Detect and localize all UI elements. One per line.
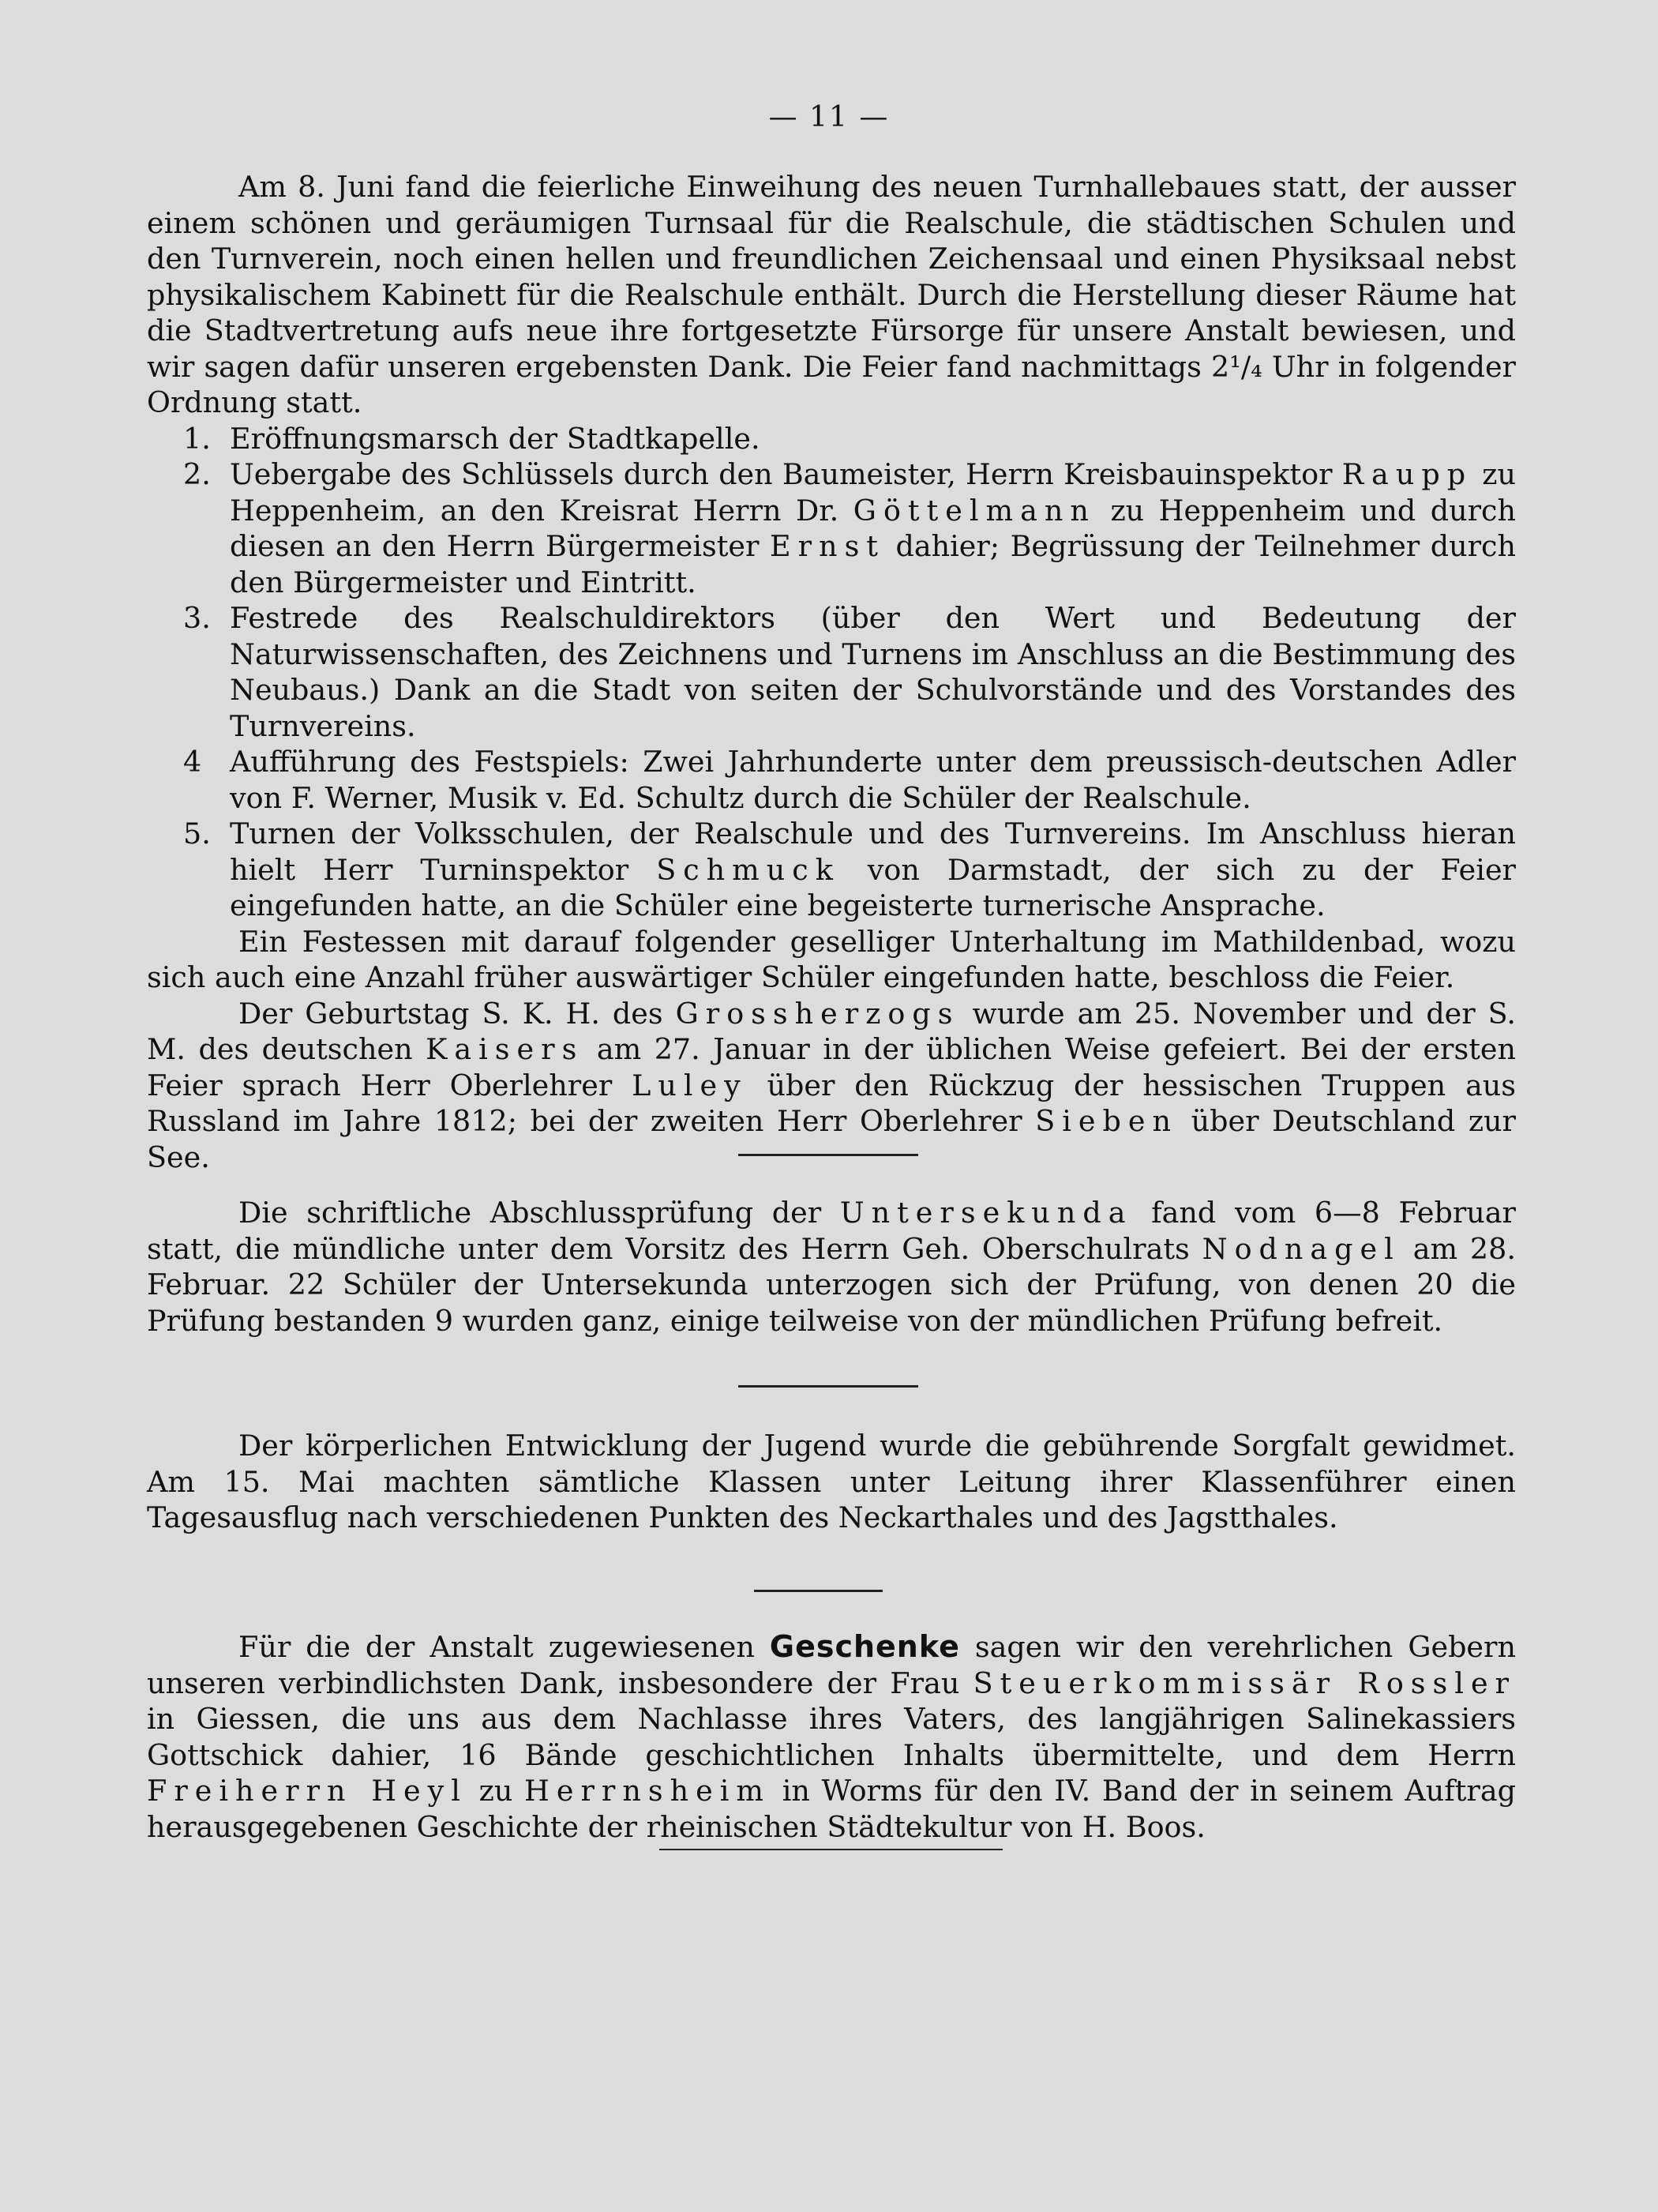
end-rule bbox=[659, 1849, 1003, 1850]
page-number: — 11 — bbox=[768, 101, 890, 133]
paragraph-text: am 27. Januar in der üblichen Weise gefeiert. Bei der ersten Feier sprach Herr Oberlehrer bbox=[147, 1032, 1516, 1102]
festessen-paragraph: Ein Festessen mit darauf folgender geselliger Unterhaltung im Mathildenbad, wozu sich auch eine Anzahl früher auswärtiger Schüler eingefunden hatte, beschloss die Feier. bbox=[147, 924, 1516, 994]
section-gifts bbox=[147, 1629, 1516, 1845]
paragraph-text: Für die der Anstalt zugewiesenen bbox=[238, 1630, 755, 1664]
program-item bbox=[147, 744, 1516, 816]
intro-text: Am 8. Juni fand die feierliche Einweihung des neuen Turnhallebaues statt, der ausser einem schönen und geräumigen Turnsaal für die Realschule, die städtischen Schulen und den Turnverein, noch einen hellen und freundlichen Zeichensaal und einen Physiksaal nebst physikalischem Kabinett für die Realschule enthält. Durch die Herstellung dieser Räume hat die Stadtvertretung aufs neue ihre fortgesetzte Fürsorge für unsere Anstalt bewiesen, und wir sagen dafür unseren ergebensten Dank. Die Feier fand nachmittags bbox=[147, 170, 1516, 384]
program-item-text: zu Heppenheim, an den Kreisrat Herrn Dr. bbox=[230, 457, 1517, 528]
person-name: Sieben bbox=[1035, 1104, 1179, 1138]
person-name: Luley bbox=[632, 1068, 748, 1102]
person-name: Ernst bbox=[769, 529, 885, 563]
program-item bbox=[147, 600, 1516, 744]
section-exam bbox=[147, 1195, 1516, 1339]
intro-time: 2¹/₄ bbox=[1210, 349, 1262, 384]
paragraph-text: Die schriftliche Abschlussprüfung der bbox=[238, 1196, 822, 1230]
place-name: Herrnsheim bbox=[524, 1774, 771, 1808]
section-divider bbox=[754, 1590, 883, 1592]
paragraph-text: sagen wir den verehrlichen Gebern unseren verbindlichsten Dank, insbesondere der Frau bbox=[147, 1630, 1516, 1700]
spaced-name: Grossherzogs bbox=[675, 996, 960, 1031]
gifts-heading: Geschenke bbox=[769, 1629, 960, 1664]
paragraph-text: zu bbox=[478, 1774, 513, 1808]
paragraph-text: in Worms für den IV. Band der in seinem Auftrag herausgegebenen Geschichte der rheinischen Städtekultur von H. Boos. bbox=[147, 1774, 1516, 1844]
paragraph-text: über Deutschland zur See. bbox=[147, 1104, 1517, 1174]
program-list bbox=[147, 421, 1516, 924]
intro-paragraph bbox=[147, 169, 1516, 421]
paragraph-text: am 28. Februar. 22 Schüler der Untersekunda unterzogen sich der Prüfung, von denen 20 die Prüfung bestanden 9 wurden ganz, einige teilweise von der mündlichen Prüfung befreit. bbox=[147, 1231, 1516, 1338]
section-inauguration bbox=[147, 169, 1516, 1175]
program-item bbox=[147, 421, 1516, 457]
program-item-number: 2. bbox=[183, 457, 211, 491]
paragraph-text: Der Geburtstag S. K. H. des bbox=[238, 996, 663, 1031]
program-item-text: dahier; Begrüssung der Teilnehmer durch den Bürgermeister und Eintritt. bbox=[230, 529, 1517, 599]
geburtstag-paragraph bbox=[147, 996, 1516, 1176]
program-item-number: 1. bbox=[183, 421, 211, 456]
program-item-text: Aufführung des Festspiels: Zwei Jahrhunderte unter dem preussisch-deutschen Adler von F. Werner, Musik v. Ed. Schultz durch die Schüler der Realschule. bbox=[230, 745, 1516, 815]
person-name: Göttelmann bbox=[853, 493, 1096, 528]
section-divider bbox=[738, 1385, 918, 1388]
section-divider bbox=[738, 1154, 918, 1156]
intro-end: Uhr in folgender Ordnung statt. bbox=[147, 349, 1516, 419]
program-item-text: Uebergabe des Schlüssels durch den Baumeister, Herrn Kreisbauinspektor bbox=[230, 457, 1333, 491]
spaced-name: Kaisers bbox=[426, 1032, 584, 1066]
program-item-number: 5. bbox=[183, 817, 211, 851]
program-item bbox=[147, 816, 1516, 924]
gifts-paragraph bbox=[147, 1629, 1516, 1845]
spaced-name: Untersekunda bbox=[839, 1196, 1133, 1230]
paragraph-text: fand vom 6—8 Februar statt, die mündliche unter dem Vorsitz des Herrn Geh. Oberschulrats bbox=[147, 1196, 1516, 1266]
physical-paragraph: Der körperlichen Entwicklung der Jugend wurde die gebührende Sorgfalt gewidmet. Am 15. Mai machten sämtliche Klassen unter Leitung ihrer Klassenführer einen Tagesausflug nach verschiedenen Punkten des Neckarthales und des Jagstthales. bbox=[147, 1429, 1516, 1534]
program-item-text: Eröffnungsmarsch der Stadtkapelle. bbox=[230, 421, 760, 456]
exam-paragraph bbox=[147, 1195, 1516, 1339]
program-item-text: zu Heppenheim und durch diesen an den Herrn Bürgermeister bbox=[230, 493, 1516, 563]
paragraph-text: über den Rückzug der hessischen Truppen aus Russland im Jahre 1812; bei der zweiten Herr Oberlehrer bbox=[147, 1068, 1516, 1138]
section-physical bbox=[147, 1428, 1516, 1536]
person-name: Raupp bbox=[1341, 457, 1473, 491]
program-item-number: 3. bbox=[183, 601, 211, 635]
person-name: Steuerkommissär Rossler bbox=[973, 1666, 1516, 1700]
program-item-number: 4 bbox=[183, 745, 202, 779]
paragraph-text: wurde am 25. November und der S. M. des deutschen bbox=[147, 996, 1516, 1066]
person-name: Schmuck bbox=[656, 852, 840, 887]
paragraph-text: in Giessen, die uns aus dem Nachlasse ihres Vaters, des langjährigen Salinekassiers Gottschick dahier, 16 Bände geschichtlichen Inhalts übermittelte, und dem Herrn bbox=[147, 1702, 1516, 1772]
person-name: Freiherrn Heyl bbox=[147, 1774, 467, 1808]
program-item bbox=[147, 456, 1516, 600]
program-item-text: von Darmstadt, der sich zu der Feier eingefunden hatte, an die Schüler eine begeisterte turnerische Ansprache. bbox=[230, 852, 1516, 922]
person-name: Nodnagel bbox=[1202, 1231, 1401, 1266]
program-item-text: Turnen der Volksschulen, der Realschule und des Turnvereins. Im Anschluss hieran hielt Herr Turninspektor bbox=[230, 817, 1516, 887]
program-item-text: Festrede des Realschuldirektors (über den Wert und Bedeutung der Naturwissenschaften, des Zeichnens und Turnens im Anschluss an die Bestimmung des Neubaus.) Dank an die Stadt von seiten der Schulvorstände und des Vorstandes des Turnvereins. bbox=[230, 601, 1516, 743]
